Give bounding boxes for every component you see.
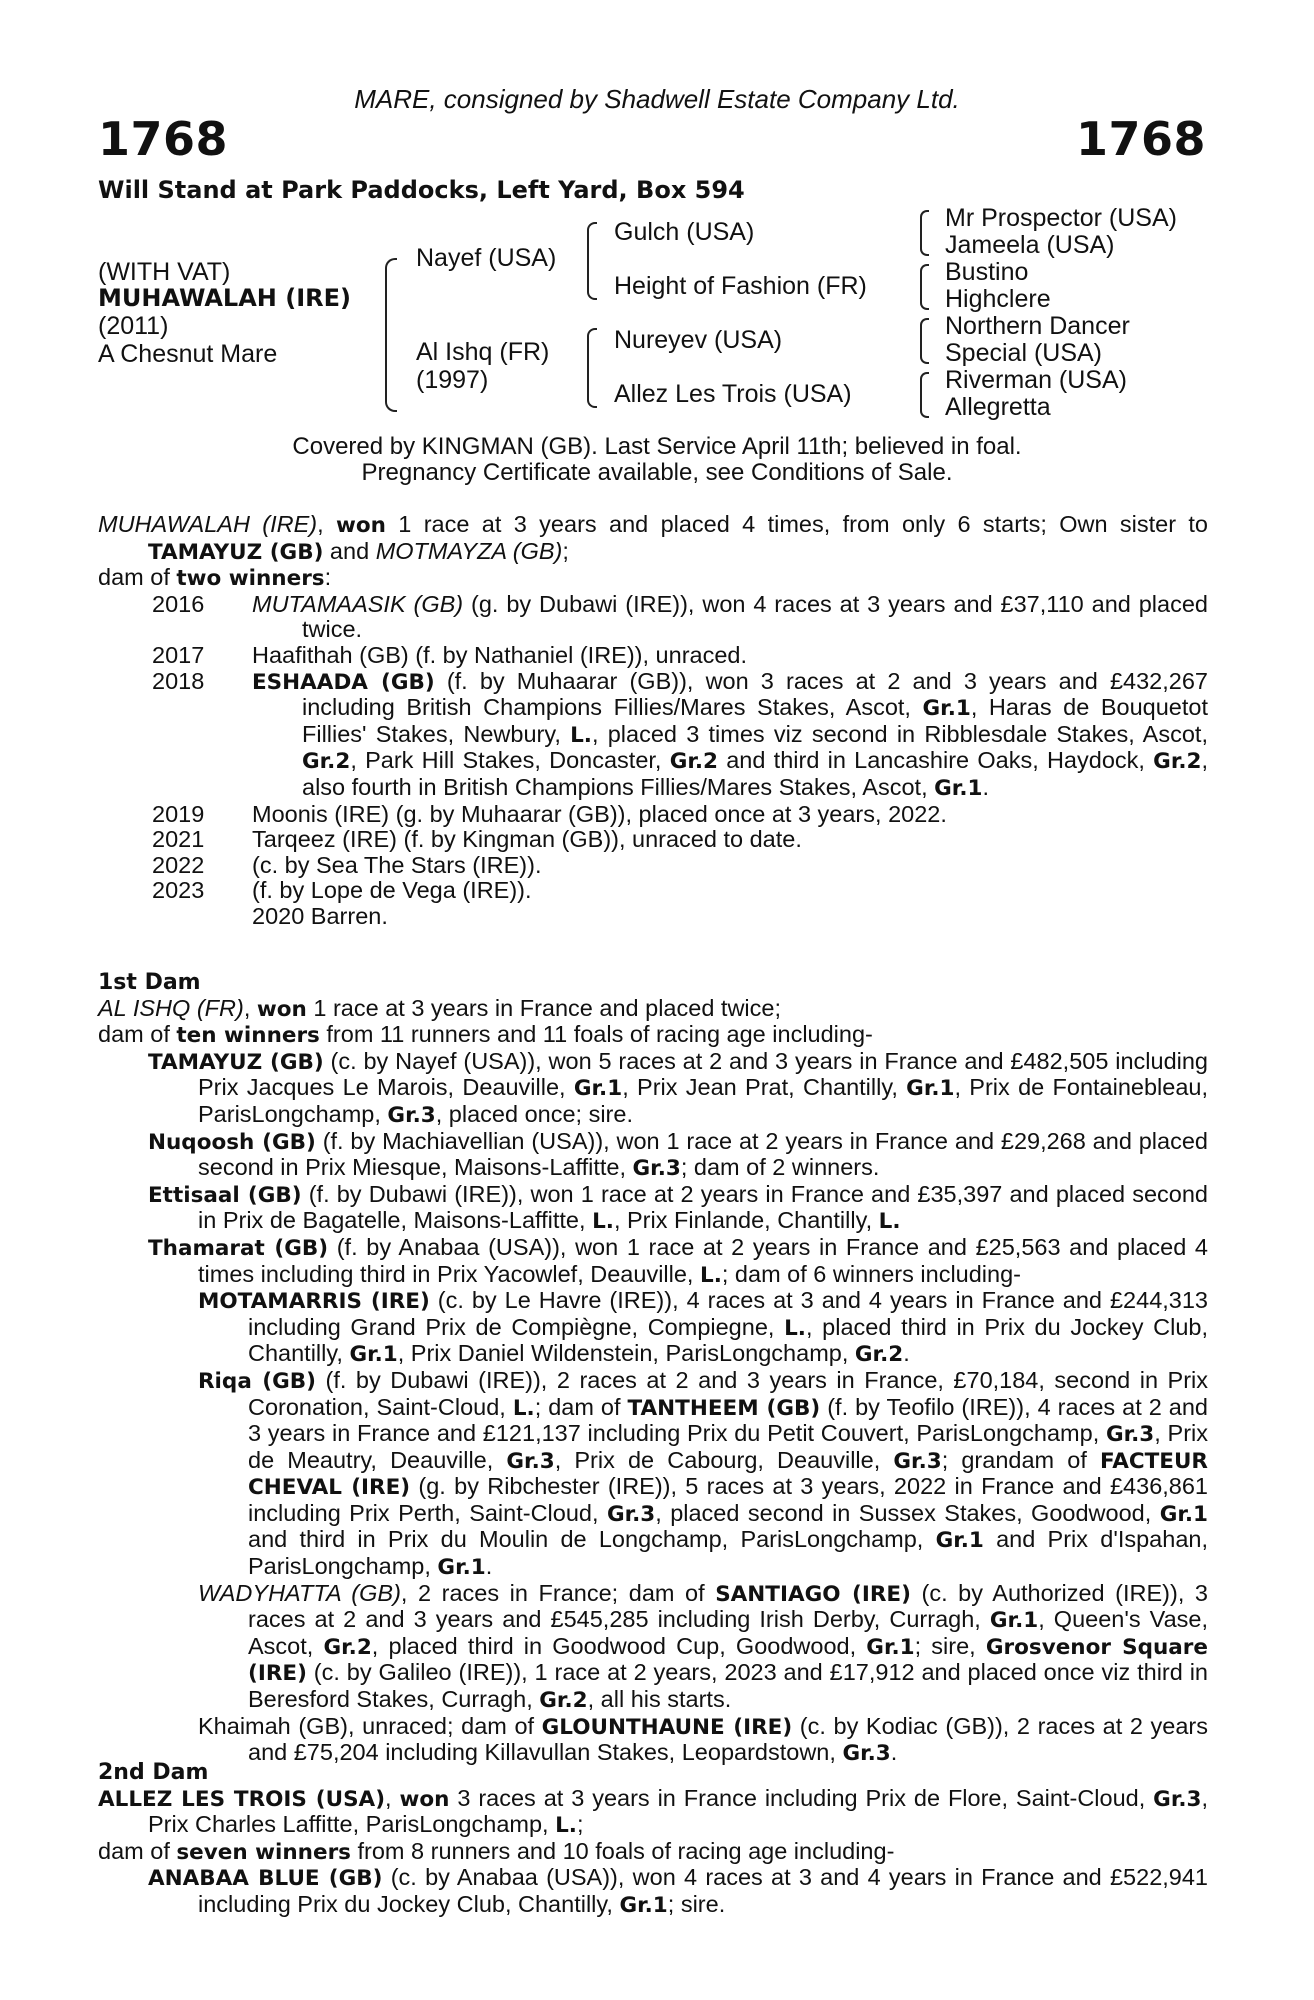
brace-g3 xyxy=(920,318,929,364)
brace-g4 xyxy=(920,372,929,418)
produce-row: 2021 Tarqeez (IRE) (f. by Kingman (GB)), unraced to date. xyxy=(152,826,802,853)
produce-riqa: Riqa (GB) (f. by Dubawi (IRE)), 2 races at 2 and 3 years in France, £70,184, second in Prix Coronation, Saint-Cloud, L.; dam of TANTHEEM (GB) (f. by Teofilo (IRE)), 4 races at 2 and 3 years in France and £121,137 including Prix du Petit Couvert, ParisLongchamp, Gr.3, Prix de Meautry, Deauville, Gr.3, Prix de Cabourg, Deauville, Gr.3; grandam of FACTEUR CHEVAL (IRE) (g. by Ribchester (IRE)), 5 races at 3 years, 2022 in France and £436,861 including Prix Perth, Saint-Cloud, Gr.3, placed second in Sussex Stakes, Goodwood, Gr.1 and third in Prix du Moulin de Longchamp, ParisLongchamp, Gr.1 and Prix d'Ispahan, ParisLongchamp, Gr.1. xyxy=(198,1366,1209,1581)
horse-name: MUHAWALAH (IRE) xyxy=(98,284,351,312)
sire-sire: Gulch (USA) xyxy=(614,218,755,246)
produce-thamarat: Thamarat (GB) (f. by Anabaa (USA)), won 1 race at 2 years in France and £25,563 and placed 4 times including third in Prix Yacowlef, Deauville, L.; dam of 6 winners including- xyxy=(148,1233,1209,1288)
sire: Nayef (USA) xyxy=(416,244,557,272)
covered-notice xyxy=(0,434,1314,486)
dam-year: (1997) xyxy=(416,366,489,394)
ancestor-5: Northern Dancer xyxy=(945,312,1130,340)
produce-ettisaal: Ettisaal (GB) (f. by Dubawi (IRE)), won 1 race at 2 years in France and £35,397 and placed second in Prix de Bagatelle, Maisons-Laffitte, L., Prix Finlande, Chantilly, L. xyxy=(148,1180,1208,1235)
produce-motamarris: MOTAMARRIS (IRE) (c. by Le Havre (IRE)), 4 races at 3 and 4 years in France and £244,313 including Grand Prix de Compiègne, Compiegne, L., placed third in Prix du Jockey Club, Chantilly, Gr.1, Prix Daniel Wildenstein, ParisLongchamp, Gr.2. xyxy=(198,1287,1208,1368)
first-dam-section xyxy=(98,970,1208,1767)
mare-section xyxy=(98,512,1208,930)
second-dam-heading: 2nd Dam xyxy=(98,1760,209,1785)
produce-row: 2022 (c. by Sea The Stars (IRE)). xyxy=(152,851,542,878)
dam: Al Ishq (FR) xyxy=(416,338,550,366)
produce-anabaa-blue: ANABAA BLUE (GB) (c. by Anabaa (USA)), won 4 races at 3 and 4 years in France and £522,941 including Prix du Jockey Club, Chantilly, Gr.1; sire. xyxy=(148,1864,1208,1918)
second-dam-record: ALLEZ LES TROIS (USA), won 3 races at 3 years in France including Prix de Flore, Saint-Cloud, Gr.3, Prix Charles Laffitte, ParisLongchamp, L.; xyxy=(98,1784,1209,1839)
produce-row: 2017 Haafithah (GB) (f. by Nathaniel (IRE)), unraced. xyxy=(152,641,748,668)
mare-record: MUHAWALAH (IRE), won 1 race at 3 years and placed 4 times, from only 6 starts; Own sister to TAMAYUZ (GB) and MOTMAYZA (GB); xyxy=(98,511,1208,565)
dam-dam: Allez Les Trois (USA) xyxy=(614,380,852,408)
produce-wadyhatta: WADYHATTA (GB), 2 races in France; dam of SANTIAGO (IRE) (c. by Authorized (IRE)), 3 races at 2 and 3 years and £545,285 including Irish Derby, Curragh, Gr.1, Queen's Vase, Ascot, Gr.2, placed third in Goodwood Cup, Goodwood, Gr.1; sire, Grosvenor Square (IRE) (c. by Galileo (IRE)), 1 race at 2 years, 2023 and £17,912 and placed once viz third in Beresford Stakes, Curragh, Gr.2, all his starts. xyxy=(198,1579,1208,1714)
first-dam-record: AL ISHQ (FR), won 1 race at 3 years in France and placed twice; xyxy=(98,994,781,1022)
ancestor-2: Jameela (USA) xyxy=(945,231,1115,259)
covered-line-2: Pregnancy Certificate available, see Conditions of Sale. xyxy=(361,459,953,486)
second-dam-section xyxy=(98,1760,1208,1919)
covered-line-1: Covered by KINGMAN (GB). Last Service April 11th; believed in foal. xyxy=(292,433,1022,460)
horse-year: (2011) xyxy=(98,312,169,340)
brace-dam xyxy=(587,328,597,408)
brace-g1 xyxy=(920,210,929,256)
consignment-line: MARE, consigned by Shadwell Estate Company Ltd. xyxy=(354,84,960,114)
produce-nuqoosh: Nuqoosh (GB) (f. by Machiavellian (USA)), won 1 race at 2 years in France and £29,268 and placed second in Prix Miesque, Maisons-Laffitte, Gr.3; dam of 2 winners. xyxy=(148,1127,1208,1182)
ancestor-4: Highclere xyxy=(945,285,1051,313)
ancestor-1: Mr Prospector (USA) xyxy=(945,204,1177,232)
sire-dam: Height of Fashion (FR) xyxy=(614,272,867,300)
produce-row: 2018 ESHAADA (GB) (f. by Muhaarar (GB)), won 3 races at 2 and 3 years and £432,267 including British Champions Fillies/Mares Stakes, Ascot, Gr.1, Haras de Bouquetot Fillies' Stakes, Newbury, L., placed 3 times viz second in Ribblesdale Stakes, Ascot, Gr.2, Park Hill Stakes, Doncaster, Gr.2 and third in Lancashire Oaks, Haydock, Gr.2, also fourth in British Champions Fillies/Mares Stakes, Ascot, Gr.1. xyxy=(152,667,1209,801)
ancestor-7: Riverman (USA) xyxy=(945,366,1127,394)
lot-number-right: 1768 xyxy=(1075,112,1206,166)
produce-row: 2023 (f. by Lope de Vega (IRE)). xyxy=(152,877,532,904)
dam-sire: Nureyev (USA) xyxy=(614,326,783,354)
lot-number-left: 1768 xyxy=(98,112,229,166)
ancestor-6: Special (USA) xyxy=(945,339,1102,367)
barren-note: 2020 Barren. xyxy=(252,902,388,929)
produce-khaimah: Khaimah (GB), unraced; dam of GLOUNTHAUNE (IRE) (c. by Kodiac (GB)), 2 races at 2 years and £75,204 including Killavullan Stakes, Leopardstown, Gr.3. xyxy=(198,1712,1208,1767)
brace-sire xyxy=(587,222,597,300)
brace-main xyxy=(385,258,397,412)
brace-g2 xyxy=(920,264,929,310)
produce-row: 2019 Moonis (IRE) (g. by Muhaarar (GB)), placed once at 3 years, 2022. xyxy=(152,800,947,827)
ancestor-8: Allegretta xyxy=(945,393,1051,421)
produce-tamayuz: TAMAYUZ (GB) (c. by Nayef (USA)), won 5 races at 2 and 3 years in France and £482,505 including Prix Jacques Le Marois, Deauville, Gr.1, Prix Jean Prat, Chantilly, Gr.1, Prix de Fontainebleau, ParisLongchamp, Gr.3, placed once; sire. xyxy=(148,1047,1209,1128)
first-dam-produce-summary: dam of ten winners from 11 runners and 11 foals of racing age including- xyxy=(98,1021,873,1049)
stand-location: Will Stand at Park Paddocks, Left Yard, Box 594 xyxy=(98,176,745,204)
mare-dam-of: dam of two winners: xyxy=(98,564,332,592)
ancestor-3: Bustino xyxy=(945,258,1029,286)
vat-label: (WITH VAT) xyxy=(98,258,231,286)
second-dam-produce-summary: dam of seven winners from 8 runners and 10 foals of racing age including- xyxy=(98,1837,895,1865)
horse-description: A Chesnut Mare xyxy=(98,340,278,368)
produce-row: 2016 MUTAMAASIK (GB) (g. by Dubawi (IRE)), won 4 races at 3 years and £37,110 and placed twice. xyxy=(152,590,1208,643)
first-dam-heading: 1st Dam xyxy=(98,970,201,995)
